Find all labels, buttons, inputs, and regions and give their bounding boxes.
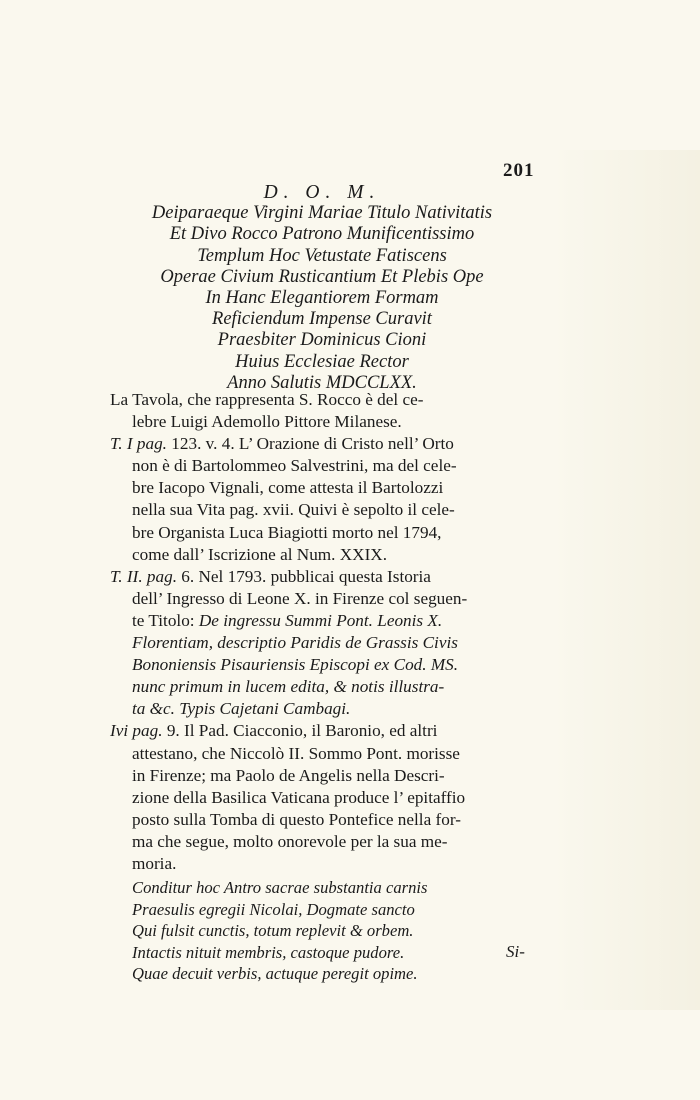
text-line: bre Organista Luca Biagiotti morto nel 1794, — [132, 522, 442, 542]
verse-line: Conditur hoc Antro sacrae substantia carnis — [132, 878, 428, 898]
latin-title-line: ta &c. Typis Cajetani Cambagi. — [132, 699, 351, 719]
inscription-line: In Hanc Elegantiorem Formam — [205, 288, 439, 309]
text-run: te Titolo: — [132, 610, 199, 630]
catchword: Si- — [506, 942, 525, 961]
text-line: come dall’ Iscrizione al Num. XXIX. — [132, 544, 388, 564]
inscription-line: Anno Salutis MDCCLXX. — [227, 372, 417, 393]
latin-title-line: Bononiensis Pisauriensis Episcopi ex Cod. MS. — [132, 655, 459, 675]
latin-title: De ingressu Summi Pont. Leonis X. — [198, 610, 443, 630]
inscription-line: Et Divo Rocco Patrono Munificentissimo — [169, 224, 475, 245]
paragraph-orazione — [110, 433, 534, 566]
latin-title-line: Florentiam, descriptio Paridis de Grassis Civis — [132, 633, 458, 653]
verse-line: Quae decuit verbis, actuque peregit opime. — [132, 964, 418, 984]
text-line: lebre Luigi Ademollo Pittore Milanese. — [132, 412, 402, 432]
text-line: posto sulla Tomba di questo Pontefice nella for- — [132, 809, 461, 829]
verse-line: Qui fulsit cunctis, totum replevit & orbem. — [132, 921, 414, 941]
latin-title-line: nunc primum in lucem edita, & notis illustra- — [132, 677, 445, 697]
text-line: La Tavola, che rappresenta S. Rocco è del ce- — [110, 390, 424, 409]
text-line: in Firenze; ma Paolo de Angelis nella Descri- — [132, 765, 445, 785]
inscription-line: Huius Ecclesiae Rector — [235, 351, 409, 372]
volume-reference: T. I pag. — [110, 434, 167, 454]
text-line: bre Iacopo Vignali, come attesta il Bartolozzi — [132, 478, 444, 498]
body-text — [110, 389, 534, 985]
epitaph-verse — [110, 877, 534, 985]
text-run: 9. Il Pad. Ciacconio, il Baronio, ed altri — [162, 721, 438, 741]
paragraph-niccolo — [110, 720, 534, 875]
text-line: dell’ Ingresso di Leone X. in Firenze col seguen- — [132, 588, 468, 608]
text-run: 6. Nel 1793. pubblicai questa Istoria — [177, 566, 431, 586]
text-line: zione della Basilica Vaticana produce l’ epitaffio — [132, 787, 466, 807]
text-line: moria. — [132, 853, 177, 873]
volume-reference: Ivi pag. — [110, 721, 163, 741]
text-line: nella sua Vita pag. xvii. Quivi è sepolto il cele- — [132, 500, 455, 520]
text-line: ma che segue, molto onorevole per la sua me- — [132, 831, 448, 851]
text-line: non è di Bartolommeo Salvestrini, ma del cele- — [132, 456, 457, 476]
inscription-line: Templum Hoc Vetustate Fatiscens — [197, 245, 447, 266]
page-number: 201 — [503, 160, 535, 181]
paragraph-tavola — [110, 389, 534, 433]
show-through-shadow — [550, 150, 700, 1010]
dedicatory-inscription — [112, 182, 532, 394]
text-run: 123. v. 4. L’ Orazione di Cristo nell’ Orto — [166, 434, 454, 454]
paragraph-ingresso — [110, 566, 534, 721]
text-line: attestano, che Niccolò II. Sommo Pont. morisse — [132, 743, 460, 763]
inscription-line: D. O. M. — [263, 182, 381, 203]
inscription-line: Operae Civium Rusticantium Et Plebis Ope — [160, 266, 484, 287]
verse-line: Intactis nituit membris, castoque pudore. — [132, 942, 405, 962]
inscription-line: Praesbiter Dominicus Cioni — [217, 330, 427, 351]
inscription-line: Reficiendum Impense Curavit — [212, 309, 432, 330]
verse-line: Praesulis egregii Nicolai, Dogmate sancto — [132, 899, 415, 919]
inscription-line: Deiparaeque Virgini Mariae Titulo Nativitatis — [151, 203, 493, 224]
volume-reference: T. II. pag. — [110, 566, 177, 586]
